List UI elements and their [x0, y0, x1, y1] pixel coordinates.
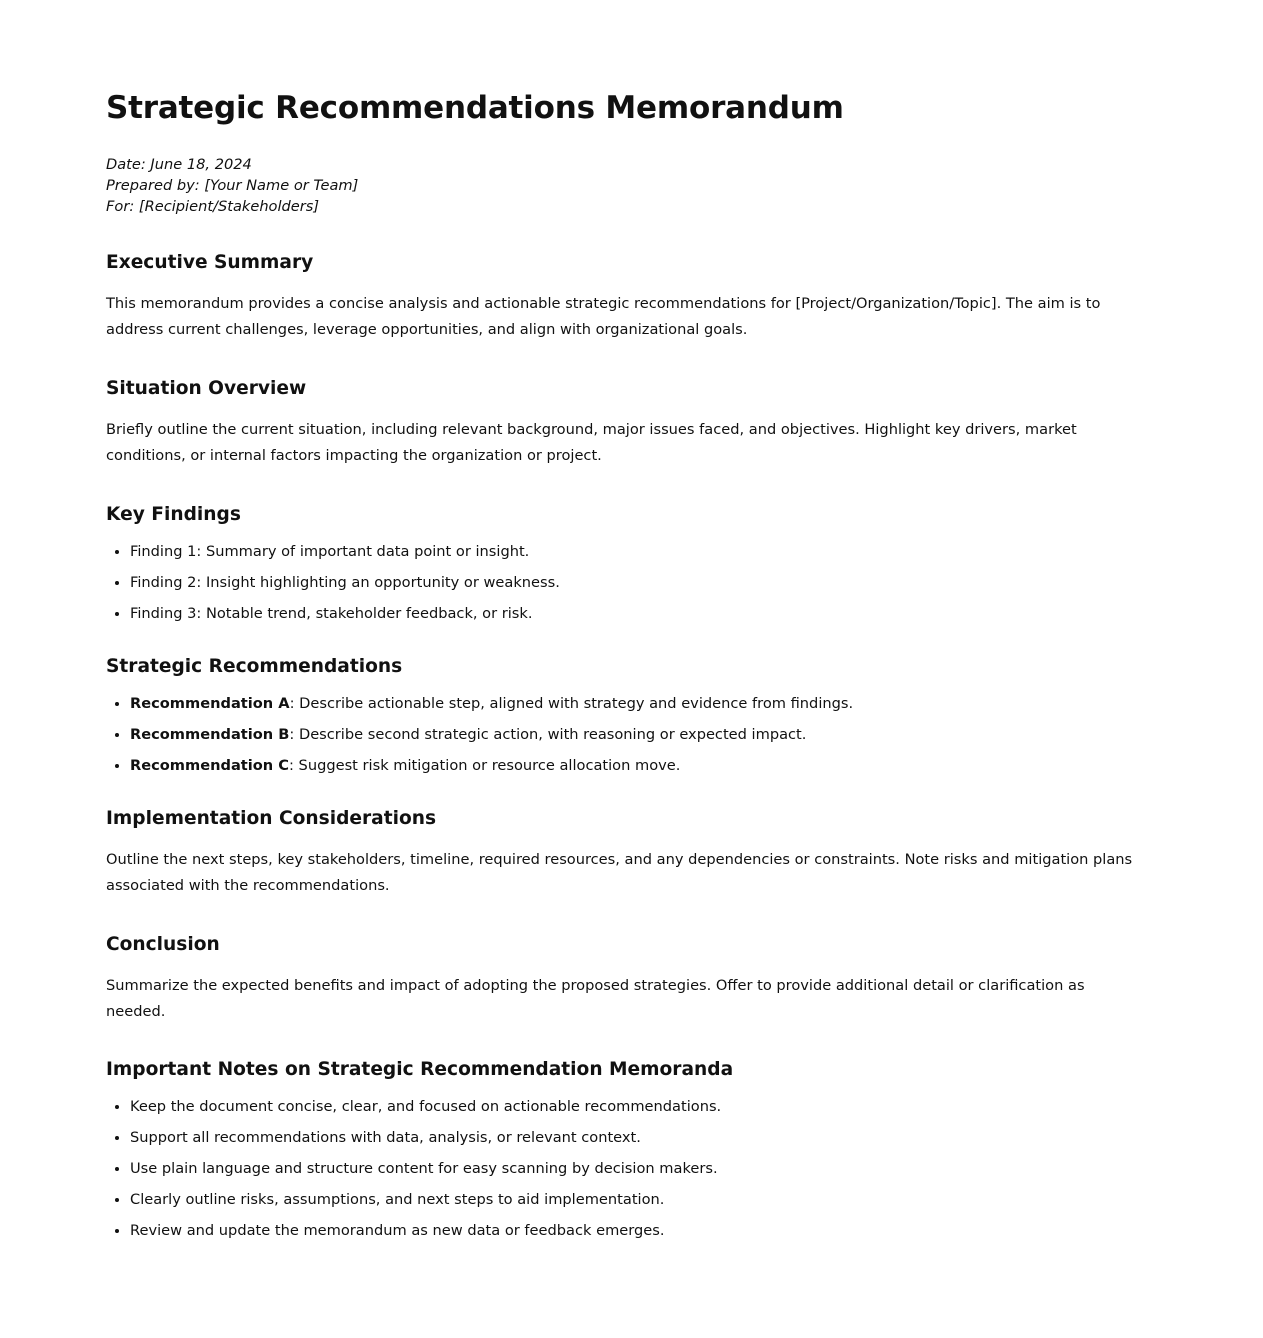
memo-prepared-by: Prepared by: [Your Name or Team] — [106, 177, 359, 194]
page-title: Strategic Recommendations Memorandum — [106, 90, 844, 126]
section-key-findings — [106, 502, 1146, 629]
section-important-notes — [106, 1057, 1146, 1246]
section-heading: Executive Summary — [106, 252, 314, 273]
recommendation-text: : Suggest risk mitigation or resource allocation move. — [289, 757, 681, 774]
section-conclusion — [106, 932, 1146, 1025]
recommendation-text: : Describe second strategic action, with reasoning or expected impact. — [289, 726, 807, 743]
memo-date: Date: June 18, 2024 — [106, 156, 252, 173]
list-item: • Finding 3: Notable trend, stakeholder feedback, or risk. — [130, 598, 1146, 629]
section-heading: Important Notes on Strategic Recommendation Memoranda — [106, 1059, 734, 1080]
list-item — [130, 750, 1146, 781]
section-heading: Situation Overview — [106, 378, 307, 399]
findings-list — [106, 536, 1146, 629]
section-body: Briefly outline the current situation, including relevant background, major issues faced, and objectives. Highlight key drivers, market conditions, or internal factors impacting the organization or project. — [106, 421, 1077, 464]
section-body: Outline the next steps, key stakeholders, timeline, required resources, and any dependencies or constraints. Note risks and mitigation plans associated with the recommendations. — [106, 851, 1133, 894]
list-item: • Finding 1: Summary of important data point or insight. — [130, 536, 1146, 567]
list-item: • Use plain language and structure content for easy scanning by decision makers. — [130, 1153, 1146, 1184]
recommendation-label: Recommendation A — [130, 695, 290, 712]
section-heading: Conclusion — [106, 934, 220, 955]
recommendation-text: : Describe actionable step, aligned with strategy and evidence from findings. — [289, 695, 854, 712]
list-item: • Keep the document concise, clear, and focused on actionable recommendations. — [130, 1091, 1146, 1122]
notes-list — [106, 1091, 1146, 1246]
section-implementation-considerations — [106, 806, 1146, 899]
recommendation-label: Recommendation C — [130, 757, 289, 774]
section-executive-summary — [106, 250, 1146, 343]
section-body: This memorandum provides a concise analysis and actionable strategic recommendations for [Project/Organization/Topic]. The aim is to address current challenges, leverage opportunities, and align with organizational goals. — [106, 295, 1101, 338]
section-heading: Strategic Recommendations — [106, 656, 403, 677]
list-item: • Review and update the memorandum as new data or feedback emerges. — [130, 1215, 1146, 1246]
list-item — [130, 688, 1146, 719]
list-item: • Finding 2: Insight highlighting an opportunity or weakness. — [130, 567, 1146, 598]
list-item — [130, 719, 1146, 750]
section-heading: Implementation Considerations — [106, 808, 437, 829]
section-strategic-recommendations — [106, 654, 1146, 781]
memo-meta — [106, 154, 1146, 217]
section-body: Summarize the expected benefits and impact of adopting the proposed strategies. Offer to provide additional detail or clarification as needed. — [106, 977, 1085, 1020]
section-situation-overview — [106, 376, 1146, 469]
memo-recipient: For: [Recipient/Stakeholders] — [106, 198, 320, 215]
list-item: • Clearly outline risks, assumptions, and next steps to aid implementation. — [130, 1184, 1146, 1215]
recommendation-label: Recommendation B — [130, 726, 290, 743]
recommendations-list — [106, 688, 1146, 781]
section-heading: Key Findings — [106, 504, 241, 525]
list-item: • Support all recommendations with data, analysis, or relevant context. — [130, 1122, 1146, 1153]
